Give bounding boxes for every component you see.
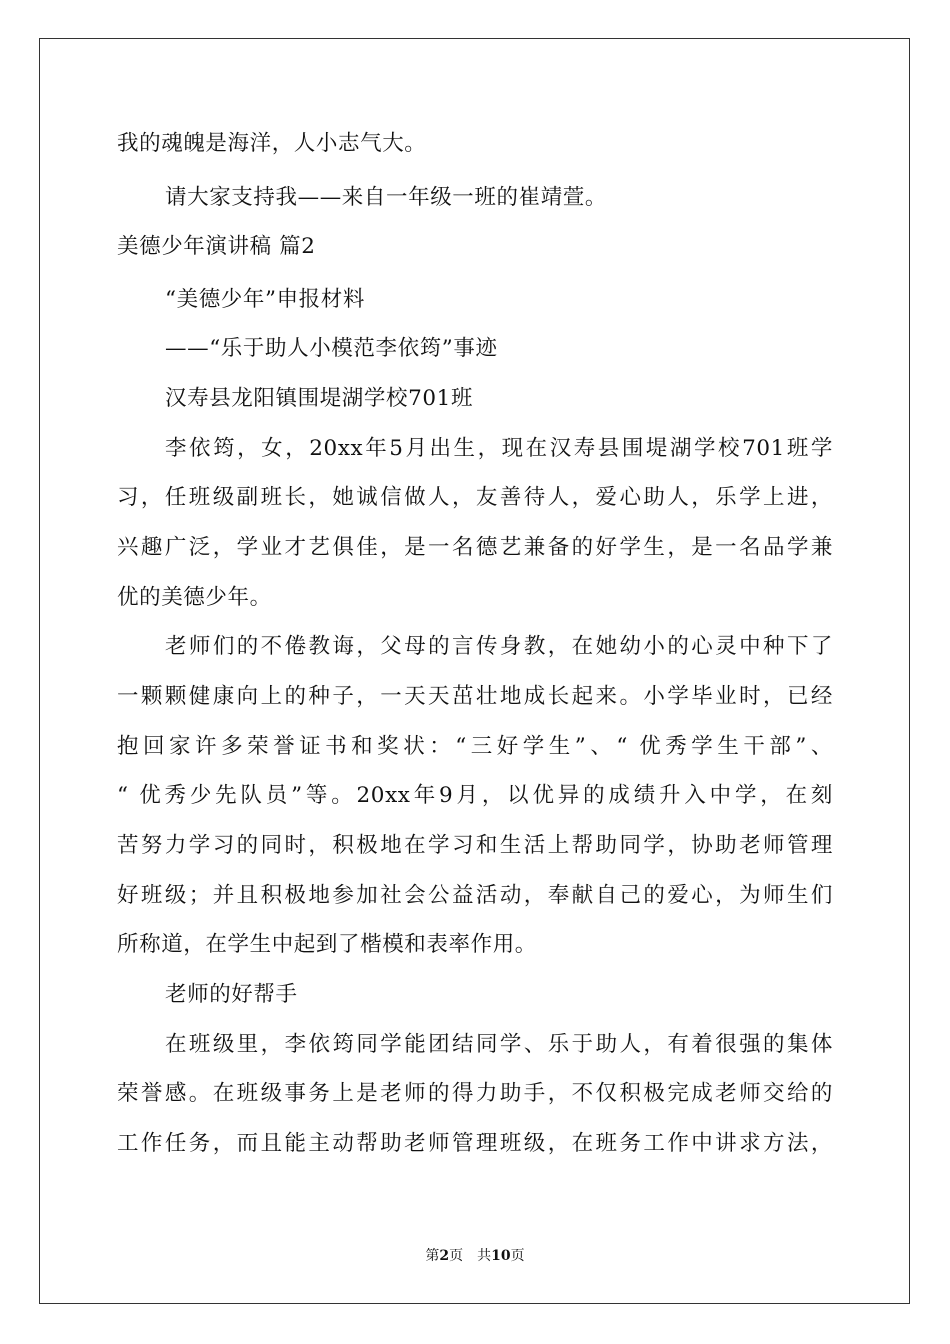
paragraph-line-8: 习，任班级副班长，她诚信做人，友善待人，爱心助人，乐学上进，: [117, 485, 833, 510]
paragraph-line-9: 兴趣广泛，学业才艺俱佳，是一名德艺兼备的好学生，是一名品学兼: [117, 535, 833, 560]
footer-middle: 页 共: [449, 1248, 492, 1264]
paragraph-line-10: 优的美德少年。: [117, 585, 272, 610]
paragraph-line-17: 所称道，在学生中起到了楷模和表率作用。: [117, 932, 537, 957]
page-footer: [0, 1247, 950, 1265]
paragraph-line-14: “ 优秀少先队员”等。20xx年9月，以优异的成绩升入中学，在刻: [117, 783, 833, 808]
paragraph-line-11: 老师们的不倦教诲，父母的言传身教，在她幼小的心灵中种下了: [165, 634, 833, 659]
paragraph-line-12: 一颗颗健康向上的种子，一天天茁壮地成长起来。小学毕业时，已经: [117, 684, 833, 709]
paragraph-line-1: 我的魂魄是海洋，人小志气大。: [117, 131, 427, 156]
paragraph-line-2: 请大家支持我——来自一年级一班的崔靖萱。: [165, 185, 608, 210]
footer-suffix: 页: [510, 1248, 525, 1264]
section-heading: 美德少年演讲稿 篇2: [117, 234, 316, 259]
subheading-helper: 老师的好帮手: [165, 982, 298, 1007]
school-class-line: 汉寿县龙阳镇围堤湖学校701班: [165, 386, 474, 411]
footer-prefix: 第: [425, 1248, 440, 1264]
paragraph-line-21: 工作任务，而且能主动帮助老师管理班级，在班务工作中讲求方法，: [117, 1131, 833, 1156]
paragraph-line-7: 李依筠，女，20xx年5月出生，现在汉寿县围堤湖学校701班学: [165, 436, 833, 461]
footer-current-page: 2: [439, 1248, 450, 1264]
paragraph-line-13: 抱回家许多荣誉证书和奖状：“三好学生”、“ 优秀学生干部”、: [117, 734, 833, 759]
report-title: “美德少年”申报材料: [165, 287, 365, 312]
paragraph-line-15: 苦努力学习的同时，积极地在学习和生活上帮助同学，协助老师管理: [117, 833, 833, 858]
report-subtitle: ——“乐于助人小模范李依筠”事迹: [165, 336, 498, 361]
paragraph-line-19: 在班级里，李依筠同学能团结同学、乐于助人，有着很强的集体: [165, 1032, 833, 1057]
footer-total-pages: 10: [491, 1248, 511, 1264]
paragraph-line-20: 荣誉感。在班级事务上是老师的得力助手，不仅积极完成老师交给的: [117, 1081, 833, 1106]
paragraph-line-16: 好班级；并且积极地参加社会公益活动，奉献自己的爱心，为师生们: [117, 883, 833, 908]
page-border: [39, 38, 910, 1304]
